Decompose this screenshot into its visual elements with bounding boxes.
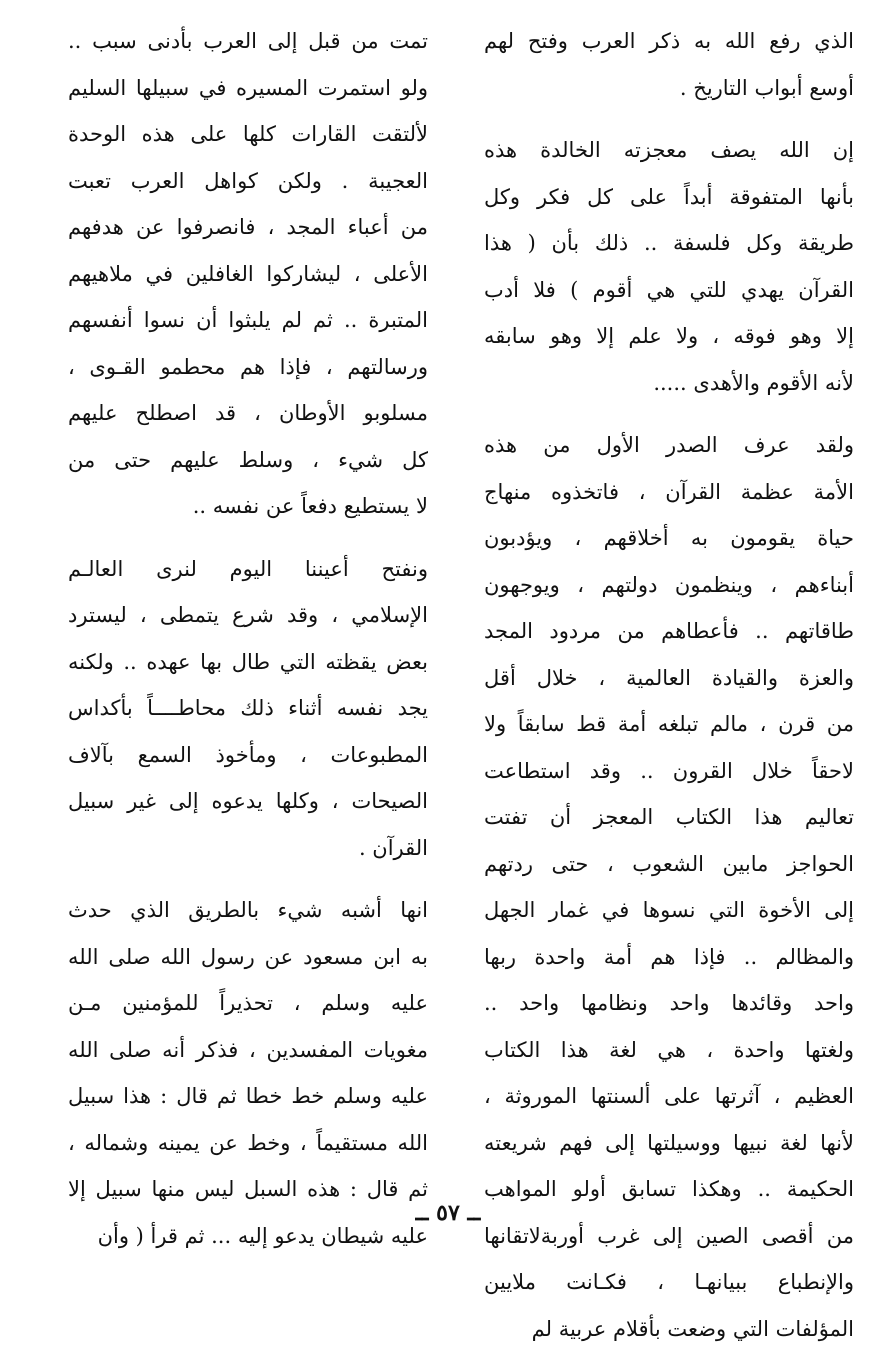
text-line: الله مستقيماً ، وخط عن يمينه وشماله ، [68, 1120, 428, 1167]
text-line: والمظالم .. فإذا هم أمة واحدة ربها [484, 934, 854, 981]
text-line: أوسع أبواب التاريخ . [484, 65, 854, 112]
paragraph-gap [68, 530, 428, 546]
text-line: ولو استمرت المسيره في سبيلها السليم [68, 65, 428, 112]
text-line: المؤلفات التي وضعت بأقلام عربية لم [484, 1306, 854, 1352]
text-line: لألتقت القارات كلها على هذه الوحدة [68, 111, 428, 158]
text-line: العجيبة . ولكن كواهل العرب تعبت [68, 158, 428, 205]
text-line: من أقصى الصين إلى غرب أوربةلاتقانها [484, 1213, 854, 1260]
text-line: ولقد عرف الصدر الأول من هذه [484, 422, 854, 469]
text-line: ورسالتهم ، فإذا هم محطمو القـوى ، [68, 344, 428, 391]
paragraph-gap [484, 406, 854, 422]
text-line: ولغتها واحدة ، هي لغة هذا الكتاب [484, 1027, 854, 1074]
text-line: عليه شيطان يدعو إليه ... ثم قرأ ( وأن [68, 1213, 428, 1260]
text-line: يجد نفسه أثناء ذلك محاطــــاً بأكداس [68, 685, 428, 732]
text-line: الإسلامي ، وقد شرع يتمطى ، ليسترد [68, 592, 428, 639]
text-line: واحد وقائدها واحد ونظامها واحد .. [484, 980, 854, 1027]
text-line: أبناءهم ، وينظمون دولتهم ، ويوجهون [484, 562, 854, 609]
text-line: القرآن . [68, 825, 428, 872]
text-line: لأنه الأقوم والأهدى ..... [484, 360, 854, 407]
text-line: المتبرة .. ثم لم يلبثوا أن نسوا أنفسهم [68, 297, 428, 344]
page-number: ــ ٥٧ ــ [0, 1200, 896, 1226]
paragraph-gap [484, 111, 854, 127]
text-line: مغويات المفسدين ، فذكر أنه صلى الله [68, 1027, 428, 1074]
text-line: انها أشبه شيء بالطريق الذي حدث [68, 887, 428, 934]
text-line: الحواجز مابين الشعوب ، حتى ردتهم [484, 841, 854, 888]
paragraph [68, 546, 428, 872]
text-line: طاقاتهم .. فأعطاهم من مردود المجد [484, 608, 854, 655]
text-line: الأمة عظمة القرآن ، فاتخذوه منهاج [484, 469, 854, 516]
paragraph [68, 18, 428, 530]
text-line: والعزة والقيادة العالمية ، خلال أقل [484, 655, 854, 702]
text-line: كل شيء ، وسلط عليهم حتى من [68, 437, 428, 484]
text-line: ونفتح أعيننا اليوم لنرى العالـم [68, 546, 428, 593]
text-line: تمت من قبل إلى العرب بأدنى سبب .. [68, 18, 428, 65]
paragraph [484, 127, 854, 406]
text-line: عليه وسلم خط خطا ثم قال : هذا سبيل [68, 1073, 428, 1120]
text-line: تعاليم هذا الكتاب المعجز أن تفتت [484, 794, 854, 841]
text-line: لا يستطيع دفعاً عن نفسه .. [68, 483, 428, 530]
text-line: بعض يقظته التي طال بها عهده .. ولكنه [68, 639, 428, 686]
text-line: الحكيمة .. وهكذا تسابق أولو المواهب [484, 1166, 854, 1213]
text-line: ثم قال : هذه السبل ليس منها سبيل إلا [68, 1166, 428, 1213]
text-line: لاحقاً خلال القرون .. وقد استطاعت [484, 748, 854, 795]
text-line: مسلوبو الأوطان ، قد اصطلح عليهم [68, 390, 428, 437]
text-line: عليه وسلم ، تحذيراً للمؤمنين مـن [68, 980, 428, 1027]
text-line: الصيحات ، وكلها يدعوه إلى غير سبيل [68, 778, 428, 825]
text-line: من قرن ، مالم تبلغه أمة قط سابقاً ولا [484, 701, 854, 748]
right-text-column [484, 18, 854, 1352]
paragraph-gap [68, 871, 428, 887]
text-line: به ابن مسعود عن رسول الله صلى الله [68, 934, 428, 981]
paragraph [484, 18, 854, 111]
text-line: الأعلى ، ليشاركوا الغافلين في ملاهيهم [68, 251, 428, 298]
left-text-column [68, 18, 428, 1259]
text-line: طريقة وكل فلسفة .. ذلك بأن ( هذا [484, 220, 854, 267]
text-line: العظيم ، آثرتها على ألسنتها الموروثة ، [484, 1073, 854, 1120]
text-line: الذي رفع الله به ذكر العرب وفتح لهم [484, 18, 854, 65]
text-line: والإنطباع ببيانهـا ، فكـانت ملايين [484, 1259, 854, 1306]
text-line: المطبوعات ، ومأخوذ السمع بآلاف [68, 732, 428, 779]
text-line: إلا وهو فوقه ، ولا علم إلا وهو سابقه [484, 313, 854, 360]
text-line: إلى الأخوة التي نسوها في غمار الجهل [484, 887, 854, 934]
text-line: لأنها لغة نبيها ووسيلتها إلى فهم شريعته [484, 1120, 854, 1167]
text-line: حياة يقومون به أخلاقهم ، ويؤدبون [484, 515, 854, 562]
text-line: بأنها المتفوقة أبداً على كل فكر وكل [484, 174, 854, 221]
text-line: القرآن يهدي للتي هي أقوم ) فلا أدب [484, 267, 854, 314]
text-line: من أعباء المجد ، فانصرفوا عن هدفهم [68, 204, 428, 251]
text-line: إن الله يصف معجزته الخالدة هذه [484, 127, 854, 174]
